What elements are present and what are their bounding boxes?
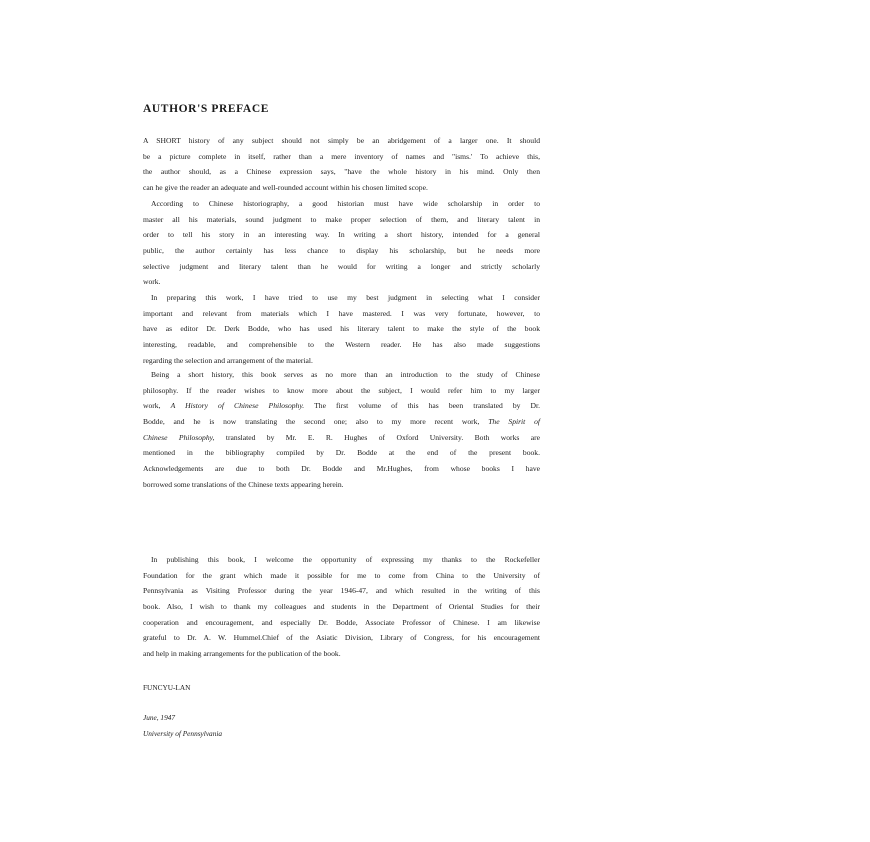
text-line: work. (143, 277, 161, 287)
text-line: Bodde, and he is now translating the second one; also to my more recent work, The Spirit of (143, 417, 540, 427)
text-line: the author should, as a Chinese expression says, "have the whole history in his mind. Only then (143, 167, 540, 177)
page-title: AUTHOR'S PREFACE (143, 103, 269, 115)
text-line: interesting, readable, and comprehensible to the Western reader. He has also made suggestions (143, 340, 540, 350)
text-line: Being a short history, this book serves as no more than an introduction to the study of Chinese (151, 370, 540, 379)
text-line: important and relevant from materials which I have mastered. I was very fortunate, however, to (143, 308, 540, 318)
place-line: University of Pennsylvania (143, 729, 223, 738)
date-line: June, 1947 (143, 713, 176, 722)
text-line: In preparing this work, I have tried to use my best judgment in selecting what I consider (151, 293, 540, 302)
paragraph-5 (143, 552, 540, 662)
text-line: Chinese Philosophy, translated by Mr. E. R. Hughes of Oxford University. Both works are (143, 432, 540, 442)
paragraph-1 (143, 133, 540, 196)
text-line: book. Also, I wish to thank my colleagues and students in the Department of Oriental Studies for their (143, 602, 540, 612)
text-line: In publishing this book, I welcome the opportunity of expressing my thanks to the Rockefeller (151, 555, 540, 564)
book-title: A History of Chinese Philosophy. (170, 401, 305, 411)
text-line: Foundation for the grant which made it possible for me to come from China to the University of (143, 570, 540, 580)
paragraph-2 (143, 196, 540, 290)
author-signature: FUNCYU-LAN (143, 683, 191, 692)
text-line: master all his materials, sound judgment to make proper selection of them, and literary talent in (143, 214, 540, 224)
text-line: work, A History of Chinese Philosophy. The first volume of this has been translated by Dr. (143, 401, 540, 411)
text-line: philosophy. If the reader wishes to know more about the subject, I would refer him to my larger (143, 385, 540, 395)
paragraph-3 (143, 290, 540, 368)
text-line: can he give the reader an adequate and well-rounded account within his chosen limited scope. (143, 183, 428, 193)
text-line: public, the author certainly has less chance to display his scholarship, but he needs more (143, 246, 540, 256)
text-line: mentioned in the bibliography compiled by Dr. Bodde at the end of the present book. (143, 448, 540, 458)
text-line: have as editor Dr. Derk Bodde, who has used his literary talent to make the style of the book (143, 324, 540, 334)
text-line: Pennsylvania as Visiting Professor during the year 1946-47, and which resulted in the writing of this (143, 586, 540, 596)
text-line: be a picture complete in itself, rather than a mere inventory of names and "isms.' To achieve this, (143, 151, 540, 161)
text-line: A SHORT history of any subject should not simply be an abridgement of a larger one. It should (143, 136, 540, 145)
text-line: order to tell his story in an interesting way. In writing a short history, intended for a general (143, 230, 540, 240)
paragraph-4 (143, 367, 540, 493)
book-title: Chinese Philosophy, (143, 432, 215, 442)
text-line: and help in making arrangements for the publication of the book. (143, 649, 341, 659)
text-line: grateful to Dr. A. W. Hummel.Chief of the Asiatic Division, Library of Congress, for his encouragement (143, 633, 540, 643)
text-line: cooperation and encouragement, and especially Dr. Bodde, Associate Professor of Chinese. I am likewise (143, 617, 540, 627)
text-line: selective judgment and literary talent than he would for writing a longer and strictly scholarly (143, 261, 540, 271)
text-line: regarding the selection and arrangement of the material. (143, 355, 313, 365)
text-line: borrowed some translations of the Chinese texts appearing herein. (143, 479, 344, 489)
text-line: Acknowledgements are due to both Dr. Bodde and Mr.Hughes, from whose books I have (143, 464, 540, 474)
text-line: According to Chinese historiography, a good historian must have wide scholarship in order to (151, 199, 540, 208)
book-title: The Spirit of (488, 417, 540, 427)
